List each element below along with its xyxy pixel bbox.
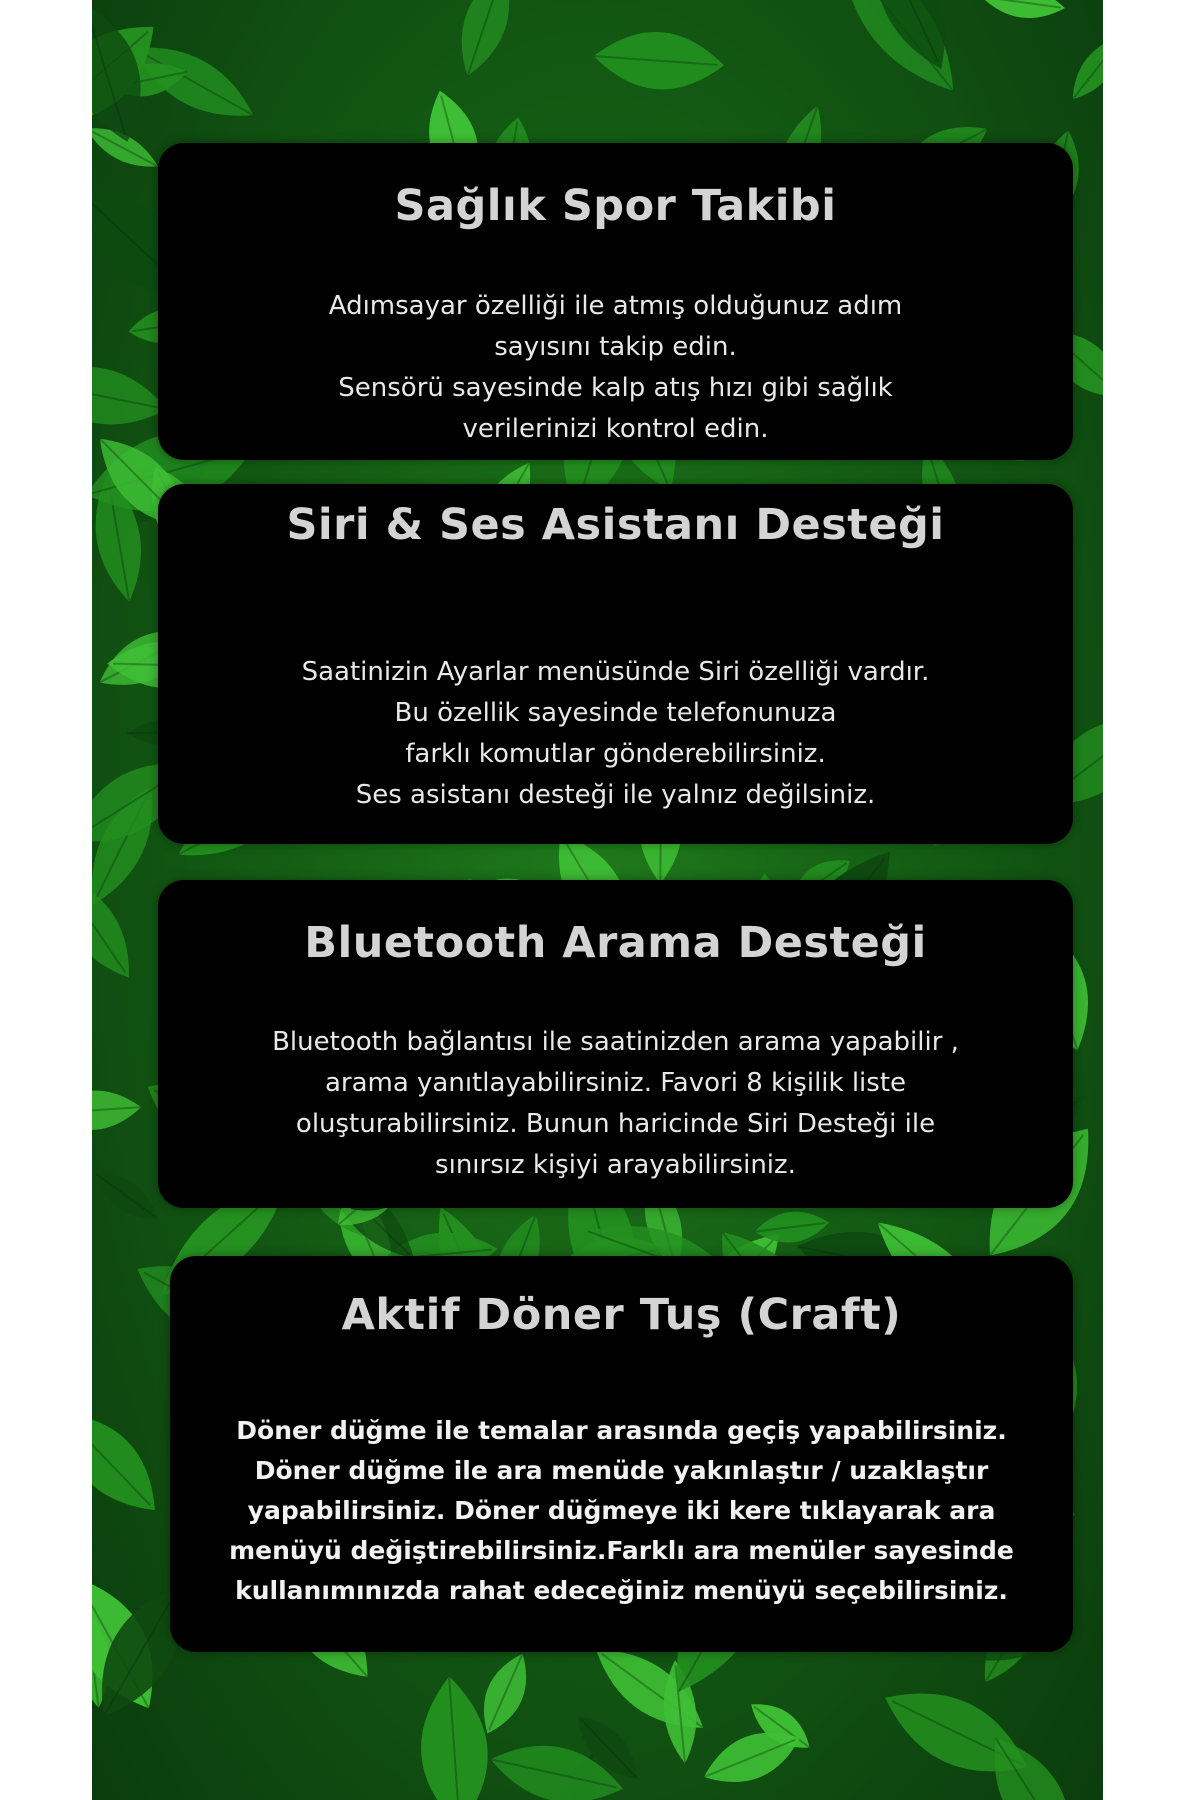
description-line: oluşturabilirsiniz. Bunun haricinde Siri Desteği ile — [295, 1109, 936, 1139]
description-line: sınırsız kişiyi arayabilirsiniz. — [435, 1150, 796, 1180]
feature-card-siri — [158, 484, 1073, 844]
description-line: Döner düğme ile temalar arasında geçiş yapabilirsiniz. — [236, 1416, 1007, 1445]
description-line: kullanımınızda rahat edeceğiniz menüyü seçebilirsiniz. — [235, 1576, 1008, 1605]
feature-title: Bluetooth Arama Desteği — [304, 918, 927, 968]
leaf-shape — [1062, 27, 1103, 108]
feature-card-health — [158, 143, 1073, 460]
feature-title: Aktif Döner Tuş (Craft) — [341, 1290, 902, 1340]
description-line: Sensörü sayesinde kalp atış hızı gibi sağlık — [338, 373, 893, 403]
leaf-shape — [92, 1393, 175, 1529]
feature-card-rotating-crown — [170, 1256, 1073, 1652]
leaf-shape — [92, 1088, 143, 1133]
feature-title: Sağlık Spor Takibi — [394, 181, 837, 231]
description-line: arama yanıtlayabilirsiniz. Favori 8 kişilik liste — [324, 1068, 907, 1098]
description-line: Saatinizin Ayarlar menüsünde Siri özelliği vardır. — [301, 657, 930, 687]
description-line: Adımsayar özelliği ile atmış olduğunuz adım — [328, 291, 903, 321]
description-line: verilerinizi kontrol edin. — [462, 414, 769, 444]
feature-description — [158, 652, 1073, 816]
feature-description — [158, 286, 1073, 450]
description-line: sayısını takip edin. — [494, 332, 737, 362]
leaf-shape — [448, 0, 523, 83]
feature-title: Siri & Ses Asistanı Desteği — [286, 500, 945, 550]
feature-card-bluetooth — [158, 880, 1073, 1208]
description-line: yapabilirsiniz. Döner düğmeye iki kere tıklayarak ara — [247, 1496, 996, 1525]
leaf-shape — [416, 1674, 493, 1800]
description-line: farklı komutlar gönderebilirsiniz. — [405, 739, 826, 769]
description-line: Bu özellik sayesinde telefonunuza — [394, 698, 837, 728]
description-line: Ses asistanı desteği ile yalnız değilsiniz. — [355, 780, 876, 810]
leaf-shape — [92, 1162, 166, 1231]
leaf-shape — [979, 0, 1067, 23]
feature-description — [170, 1411, 1073, 1611]
feature-description — [158, 1022, 1073, 1186]
leaf-shape — [592, 28, 726, 94]
description-line: Bluetooth bağlantısı ile saatinizden arama yapabilir , — [272, 1027, 959, 1057]
description-line: Döner düğme ile ara menüde yakınlaştır / uzaklaştır — [254, 1456, 989, 1485]
description-line: menüyü değiştirebilirsiniz.Farklı ara menüler sayesinde — [229, 1536, 1014, 1565]
